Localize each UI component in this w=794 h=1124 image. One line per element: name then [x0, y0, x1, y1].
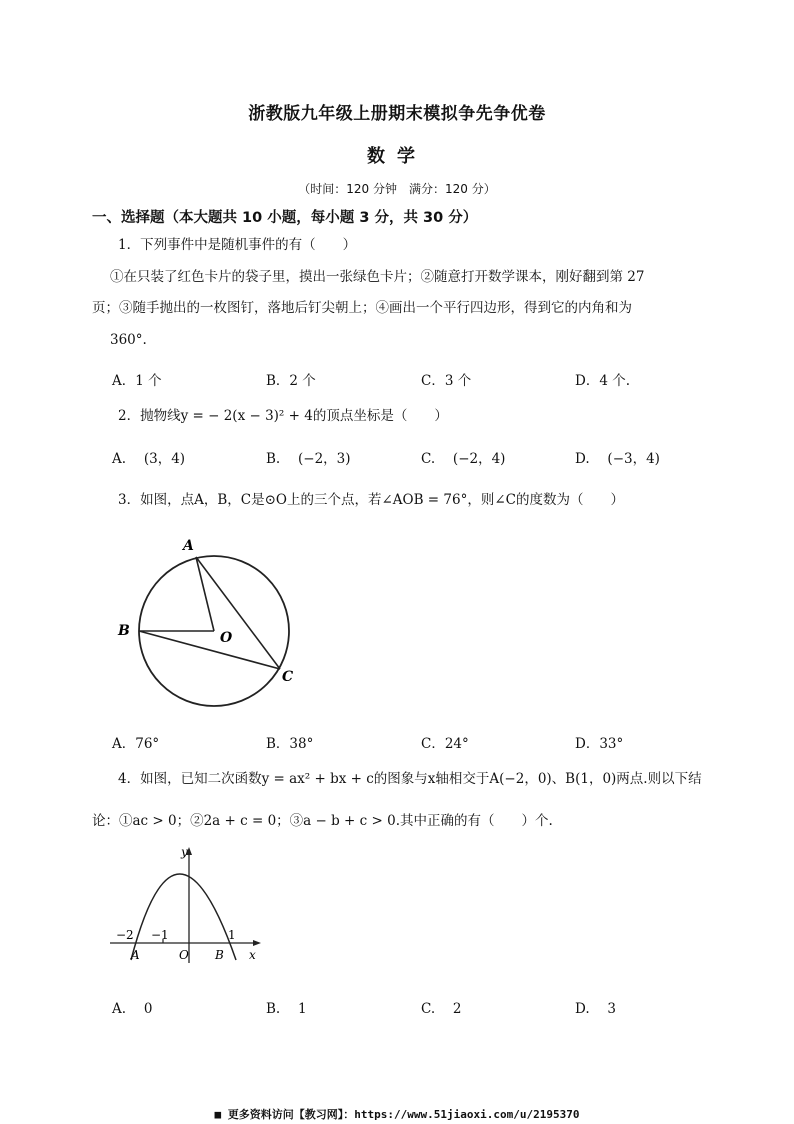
label-a: A [183, 538, 194, 554]
circle-figure [110, 530, 310, 720]
q1-line2: 页；③随手抛出的一枚图钉，落地后钉尖朝上；④画出一个平行四边形，得到它的内角和为 [92, 300, 632, 316]
q4-option-b: B. 1 [266, 1001, 307, 1017]
q3-option-d: D．33° [575, 736, 624, 752]
q3-option-a: A．76° [112, 736, 160, 752]
tick-label-minus-2: −2 [116, 928, 134, 942]
section-heading: 一、选择题（本大题共 10 小题，每小题 3 分，共 30 分） [92, 210, 478, 226]
q4-line2: 论：①ac > 0；②2a + c = 0；③a − b + c > 0.其中正确的有（ ）个. [92, 813, 553, 829]
q4-option-d: D. 3 [575, 1001, 617, 1017]
label-c: C [282, 669, 294, 685]
q4-option-a: A. 0 [112, 1001, 153, 1017]
q1-option-a: A．1 个 [112, 373, 162, 389]
tick-label-minus-1: −1 [151, 928, 169, 942]
q4-option-c: C. 2 [421, 1001, 462, 1017]
page-title: 浙教版九年级上册期末模拟争先争优卷 [248, 104, 546, 124]
q1-option-b: B．2 个 [266, 373, 316, 389]
footer-link[interactable]: ■ 更多资料访问【教习网】：https://www.51jiaoxi.com/u/2195370 [214, 1108, 580, 1121]
q2-stem: 2．抛物线y = − 2(x − 3)² + 4的顶点坐标是（ ） [118, 408, 448, 424]
q1-option-d: D．4 个. [575, 373, 630, 389]
q1-option-c: C．3 个 [421, 373, 472, 389]
label-b: B [118, 623, 130, 639]
origin-label: O [179, 948, 189, 962]
y-axis-label: y [181, 845, 188, 859]
q1-line3: 360°. [110, 332, 147, 348]
q2-option-a: A. (3，4) [112, 451, 186, 467]
tick-label-1: 1 [228, 928, 236, 942]
x-axis-arrow [253, 940, 261, 946]
segment-ac [196, 557, 280, 669]
q2-option-b: B. (−2，3) [266, 451, 351, 467]
parabola-figure [105, 840, 270, 965]
q3-option-b: B．38° [266, 736, 314, 752]
q2-option-d: D. (−3，4) [575, 451, 660, 467]
segment-bc [139, 631, 280, 669]
point-label-b: B [215, 948, 224, 962]
q3-option-c: C．24° [421, 736, 469, 752]
point-label-a: A [131, 948, 140, 962]
q1-stem: 1．下列事件中是随机事件的有（ ） [118, 237, 357, 253]
q3-stem: 3．如图，点A，B，C是⊙O上的三个点，若∠AOB = 76°，则∠C的度数为（ ） [118, 492, 624, 508]
q2-option-c: C. (−2，4) [421, 451, 506, 467]
subject-title: 数学 [367, 146, 427, 167]
q4-stem: 4．如图，已知二次函数y = ax² + bx + c的图象与x轴相交于A(−2，0)、B(1，0)两点.则以下结 [118, 771, 702, 787]
label-o: O [220, 630, 233, 646]
exam-info: （时间：120 分钟 满分：120 分） [298, 182, 496, 196]
x-axis-label: x [249, 948, 256, 962]
q1-line1: ①在只装了红色卡片的袋子里，摸出一张绿色卡片；②随意打开数学课本，刚好翻到第 27 [110, 269, 645, 285]
